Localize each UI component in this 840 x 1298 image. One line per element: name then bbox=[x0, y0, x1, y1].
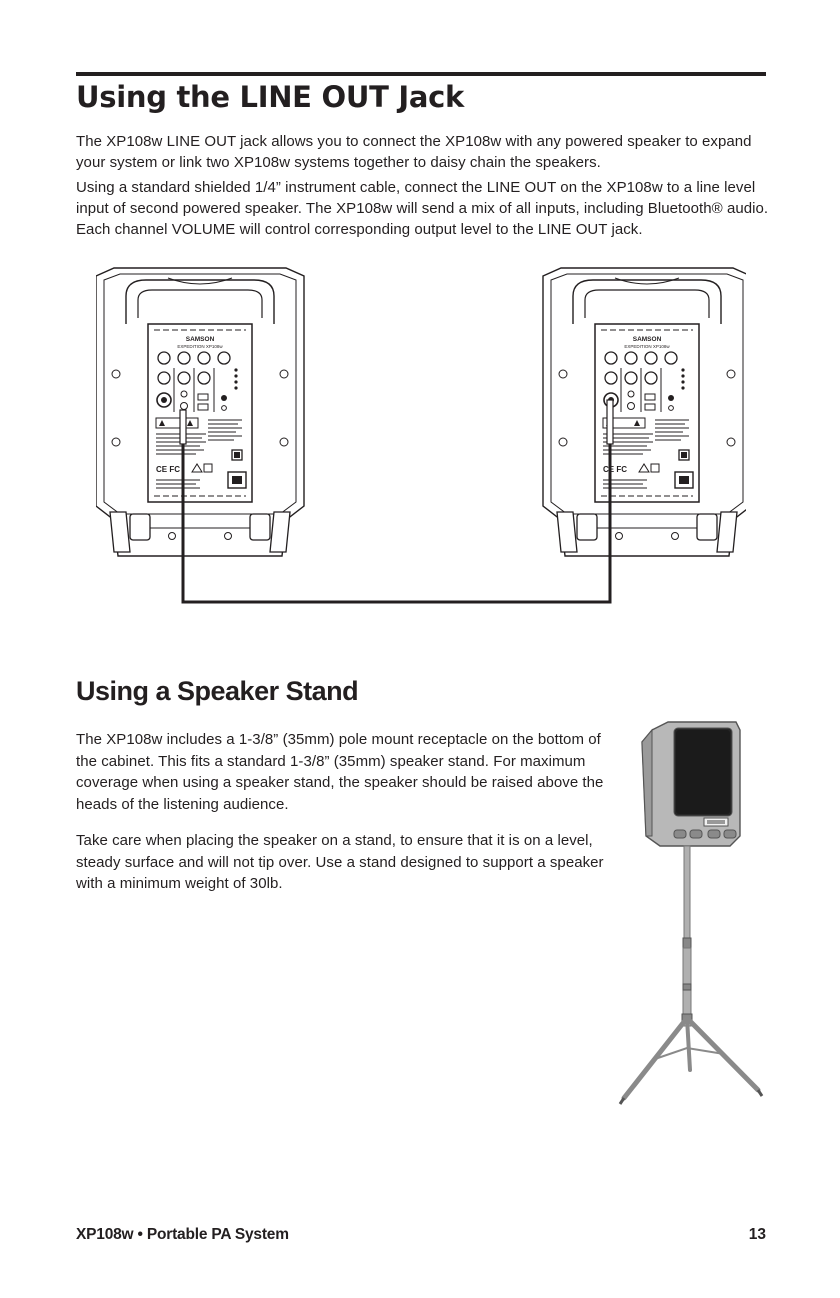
section-title-speaker-stand: Using a Speaker Stand bbox=[76, 676, 359, 706]
brand-logo-right: SAMSON bbox=[632, 336, 662, 343]
stand-paragraph-2: Take care when placing the speaker on a stand, to ensure that it is on a level, steady surface and will not tip over. Use a stand designed to support a speaker with a minimum weight of 30lb. bbox=[76, 832, 604, 892]
brand-logo-left: SAMSON bbox=[185, 336, 215, 343]
line-out-paragraph-1: The XP108w LINE OUT jack allows you to connect the XP108w with any powered speaker to expand your system or link two XP108w systems together to daisy chain the speakers. bbox=[76, 133, 752, 171]
page-number: 13 bbox=[748, 1226, 766, 1243]
stand-paragraph-1: The XP108w includes a 1-3/8” (35mm) pole mount receptacle on the bottom of the cabinet. This fits a standard 1-3/8” (35mm) speaker stand. For maximum coverage when using a speaker stand, the speaker should be raised above the heads of the listening audience. bbox=[76, 731, 604, 813]
line-out-paragraph-2: Using a standard shielded 1/4” instrument cable, connect the LINE OUT on the XP108w to a line level input of second powered speaker. The XP108w will send a mix of all inputs, including Bluetooth® audio. Each channel VOLUME will control corresponding output level to the LINE OUT jack. bbox=[76, 179, 769, 238]
line-out-diagram bbox=[96, 266, 746, 608]
section-title-line-out: Using the LINE OUT Jack bbox=[76, 80, 464, 114]
model-label-left: EXPEDITION XP108w bbox=[177, 344, 223, 349]
speaker-on-stand-icon bbox=[612, 718, 772, 1110]
speaker-left-icon bbox=[96, 268, 304, 556]
footer-product: XP108w • Portable PA System bbox=[76, 1226, 289, 1243]
header-rule bbox=[76, 72, 766, 76]
model-label-right: EXPEDITION XP108w bbox=[624, 344, 670, 349]
speaker-right-icon bbox=[543, 268, 746, 556]
